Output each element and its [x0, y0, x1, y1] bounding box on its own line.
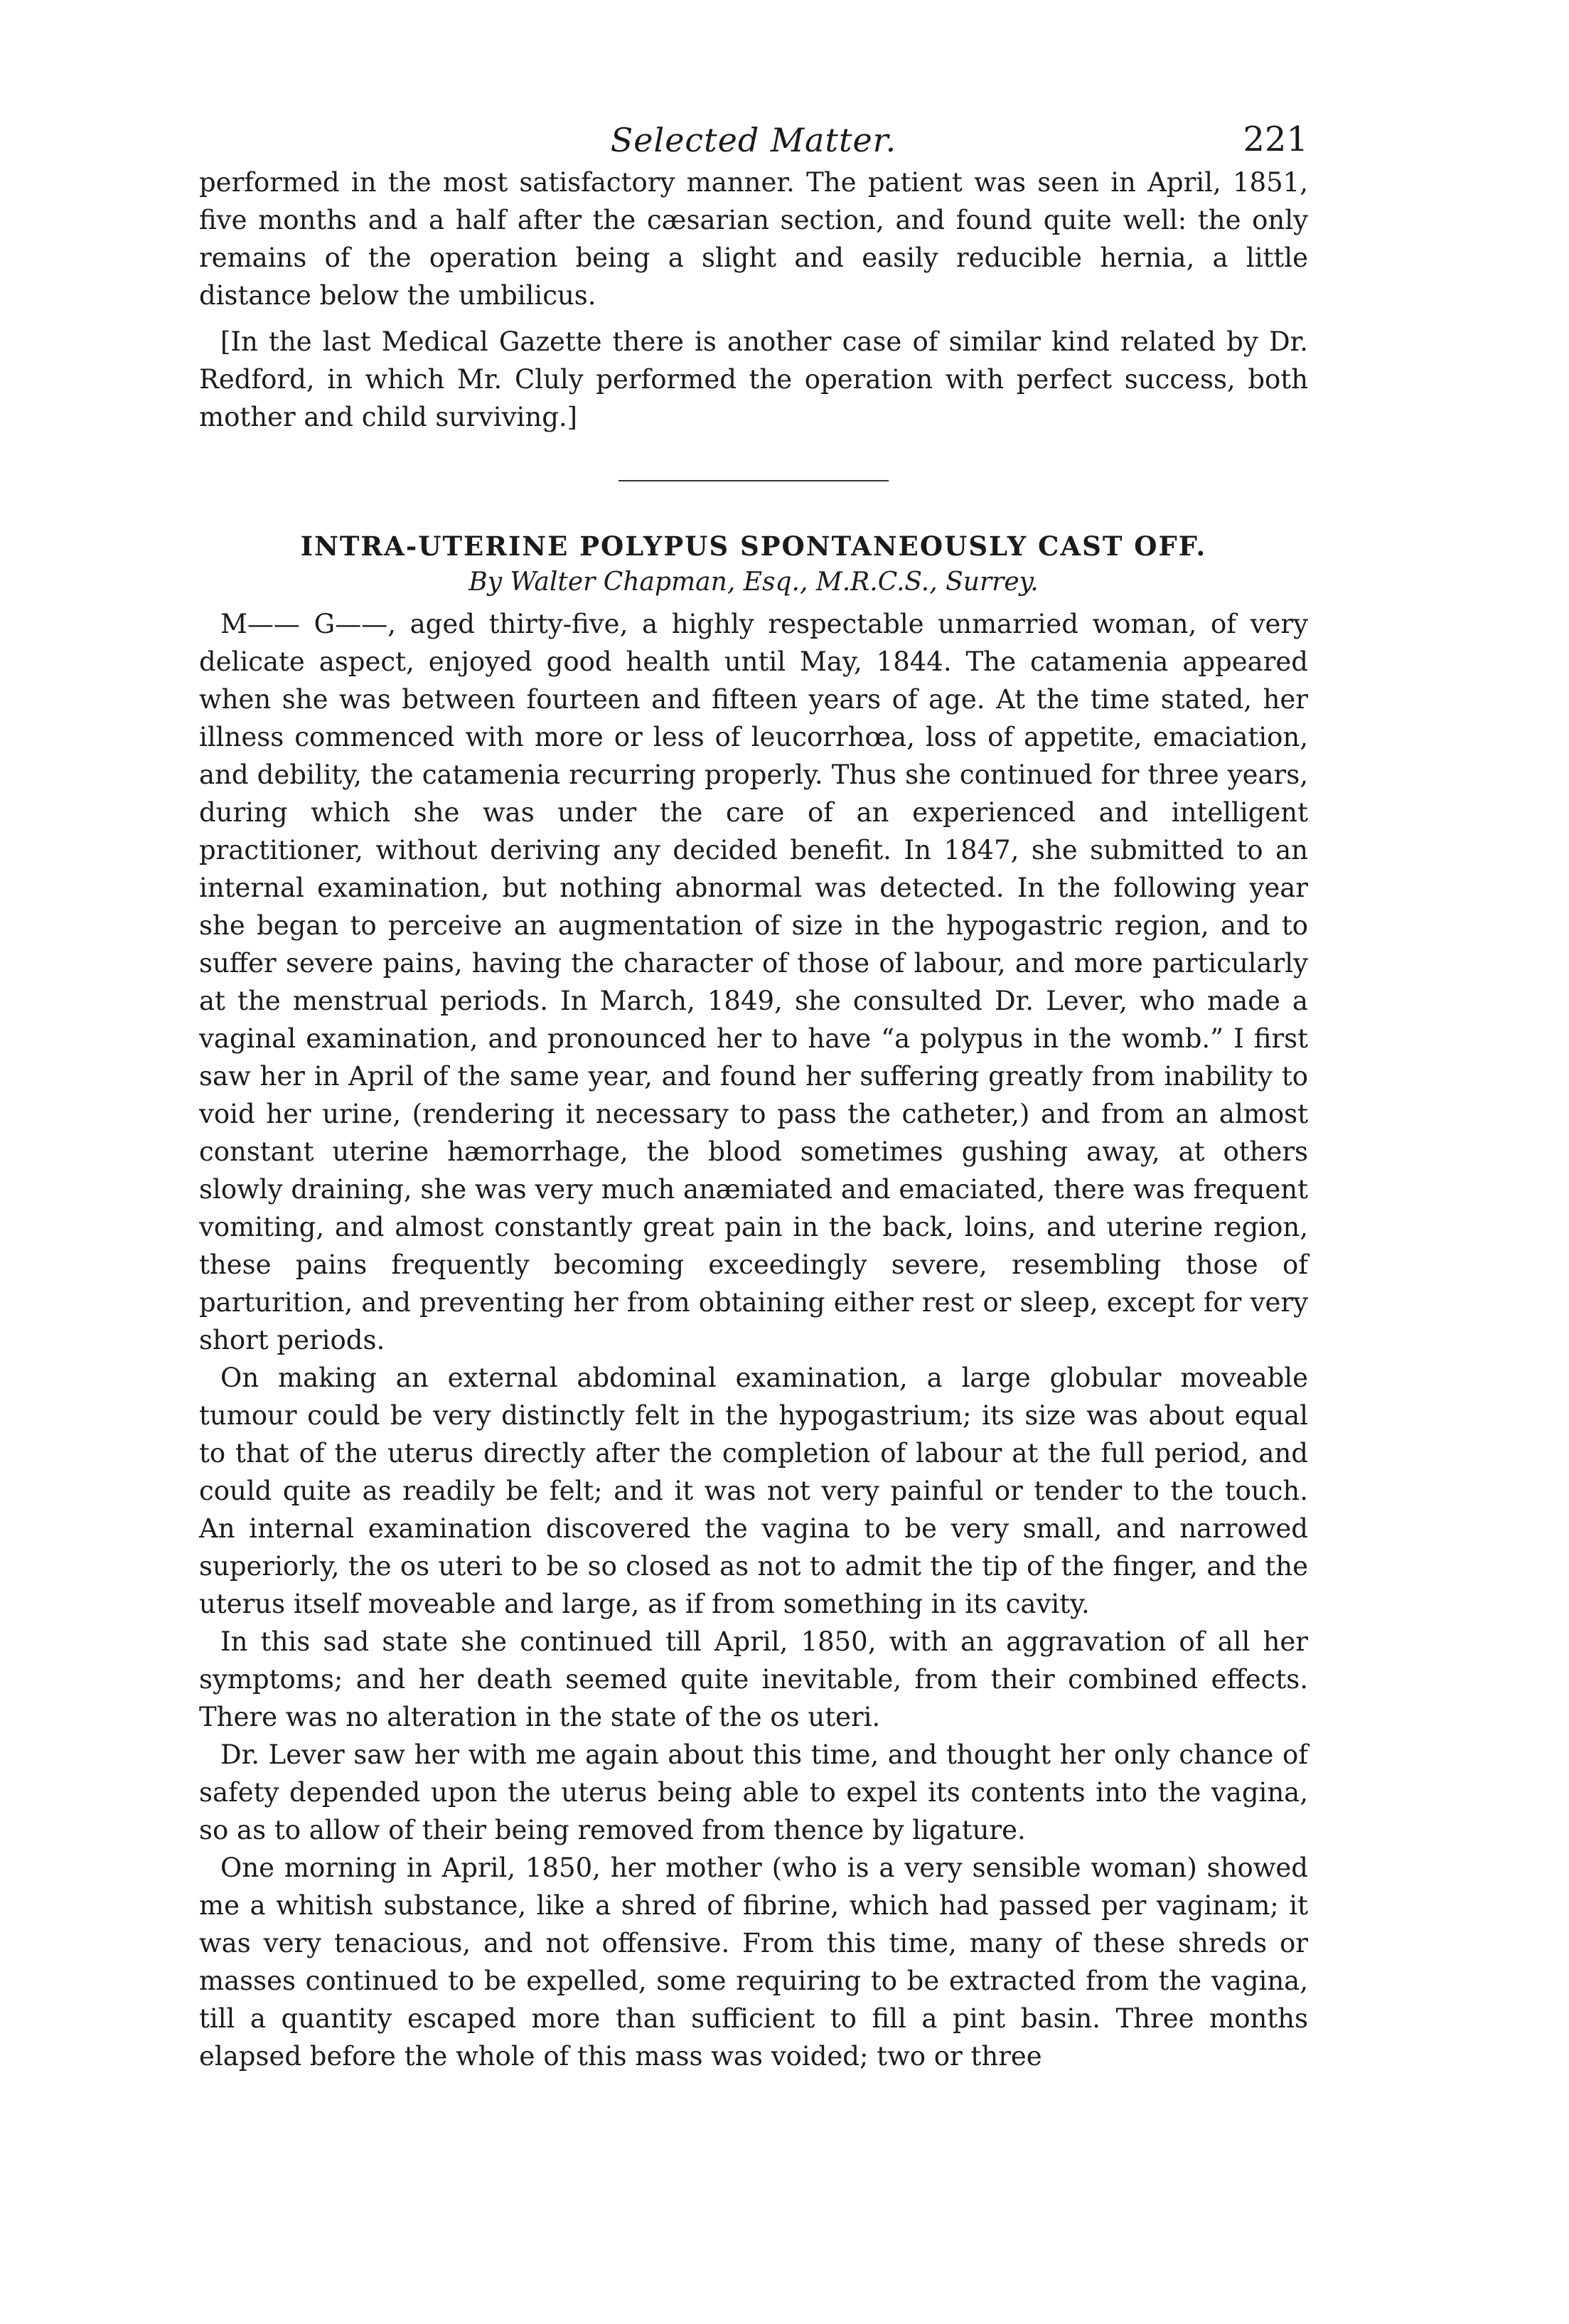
article-byline: By Walter Chapman, Esq., M.R.C.S., Surrey.: [468, 567, 1039, 597]
article-paragraph: One morning in April, 1850, her mother (who is a very sensible woman) showed me a whitish substance, like a shred of fibrine, which had passed per vaginam; it was very tenacious, and not offensive. From this time, many of these shreds or masses continued to be expelled, some requiring to be extracted from the vagina, till a quantity escaped more than sufficient to fill a pint basin. Three months elapsed before the whole of this mass was voided; two or three: [199, 1853, 1308, 2072]
running-head: [199, 107, 1308, 164]
running-title: Selected Matter.: [610, 121, 897, 159]
article-title: INTRA-UTERINE POLYPUS SPONTANEOUSLY CAST OFF.: [300, 531, 1207, 562]
document-page: [199, 107, 1308, 2283]
article-paragraph: Dr. Lever saw her with me again about this time, and thought her only chance of safety depended upon the uterus being able to expel its contents into the vagina, so as to allow of their being removed from thence by ligature.: [199, 1739, 1308, 1845]
editorial-note: [In the last Medical Gazette there is another case of similar kind related by Dr. Redford, in which Mr. Cluly performed the operation with perfect success, both mother and child surviving.]: [199, 326, 1308, 432]
article: [199, 528, 1308, 2075]
preceding-paragraph: performed in the most satisfactory manner. The patient was seen in April, 1851, five months and a half after the cæsarian section, and found quite well: the only remains of the operation being a slight and easily reducible hernia, a little distance below the umbilicus.: [199, 167, 1308, 311]
article-paragraph: On making an external abdominal examination, a large globular moveable tumour could be very distinctly felt in the hypogastrium; its size was about equal to that of the uterus directly after the completion of labour at the full period, and could quite as readily be felt; and it was not very painful or tender to the touch. An internal examination discovered the vagina to be very small, and narrowed superiorly, the os uteri to be so closed as not to admit the tip of the finger, and the uterus itself moveable and large, as if from something in its cavity.: [199, 1363, 1308, 1619]
page-number: 221: [1243, 119, 1308, 159]
article-paragraph: M—— G——, aged thirty-five, a highly respectable unmarried woman, of very delicate aspect, enjoyed good health until May, 1844. The catamenia appeared when she was between fourteen and fifteen years of age. At the time stated, her illness commenced with more or less of leucorrhœa, loss of appetite, emaciation, and debility, the catamenia recurring properly. Thus she continued for three years, during which she was under the care of an experienced and intelligent practitioner, without deriving any decided benefit. In 1847, she submitted to an internal examination, but nothing abnormal was detected. In the following year she began to perceive an augmentation of size in the hypogastric region, and to suffer severe pains, having the character of those of labour, and more particularly at the menstrual periods. In March, 1849, she consulted Dr. Lever, who made a vaginal examination, and pronounced her to have “a polypus in the womb.” I first saw her in April of the same year, and found her suffering greatly from inability to void her urine, (rendering it necessary to pass the catheter,) and from an almost constant uterine hæmorrhage, the blood sometimes gushing away, at others slowly draining, she was very much anæmiated and emaciated, there was frequent vomiting, and almost constantly great pain in the back, loins, and uterine region, these pains frequently becoming exceedingly severe, resembling those of parturition, and preventing her from obtaining either rest or sleep, except for very short periods.: [199, 609, 1308, 1355]
section-divider: [619, 480, 889, 481]
article-paragraph: In this sad state she continued till April, 1850, with an aggravation of all her symptoms; and her death seemed quite inevitable, from their combined effects. There was no alteration in the state of the os uteri.: [199, 1626, 1308, 1732]
